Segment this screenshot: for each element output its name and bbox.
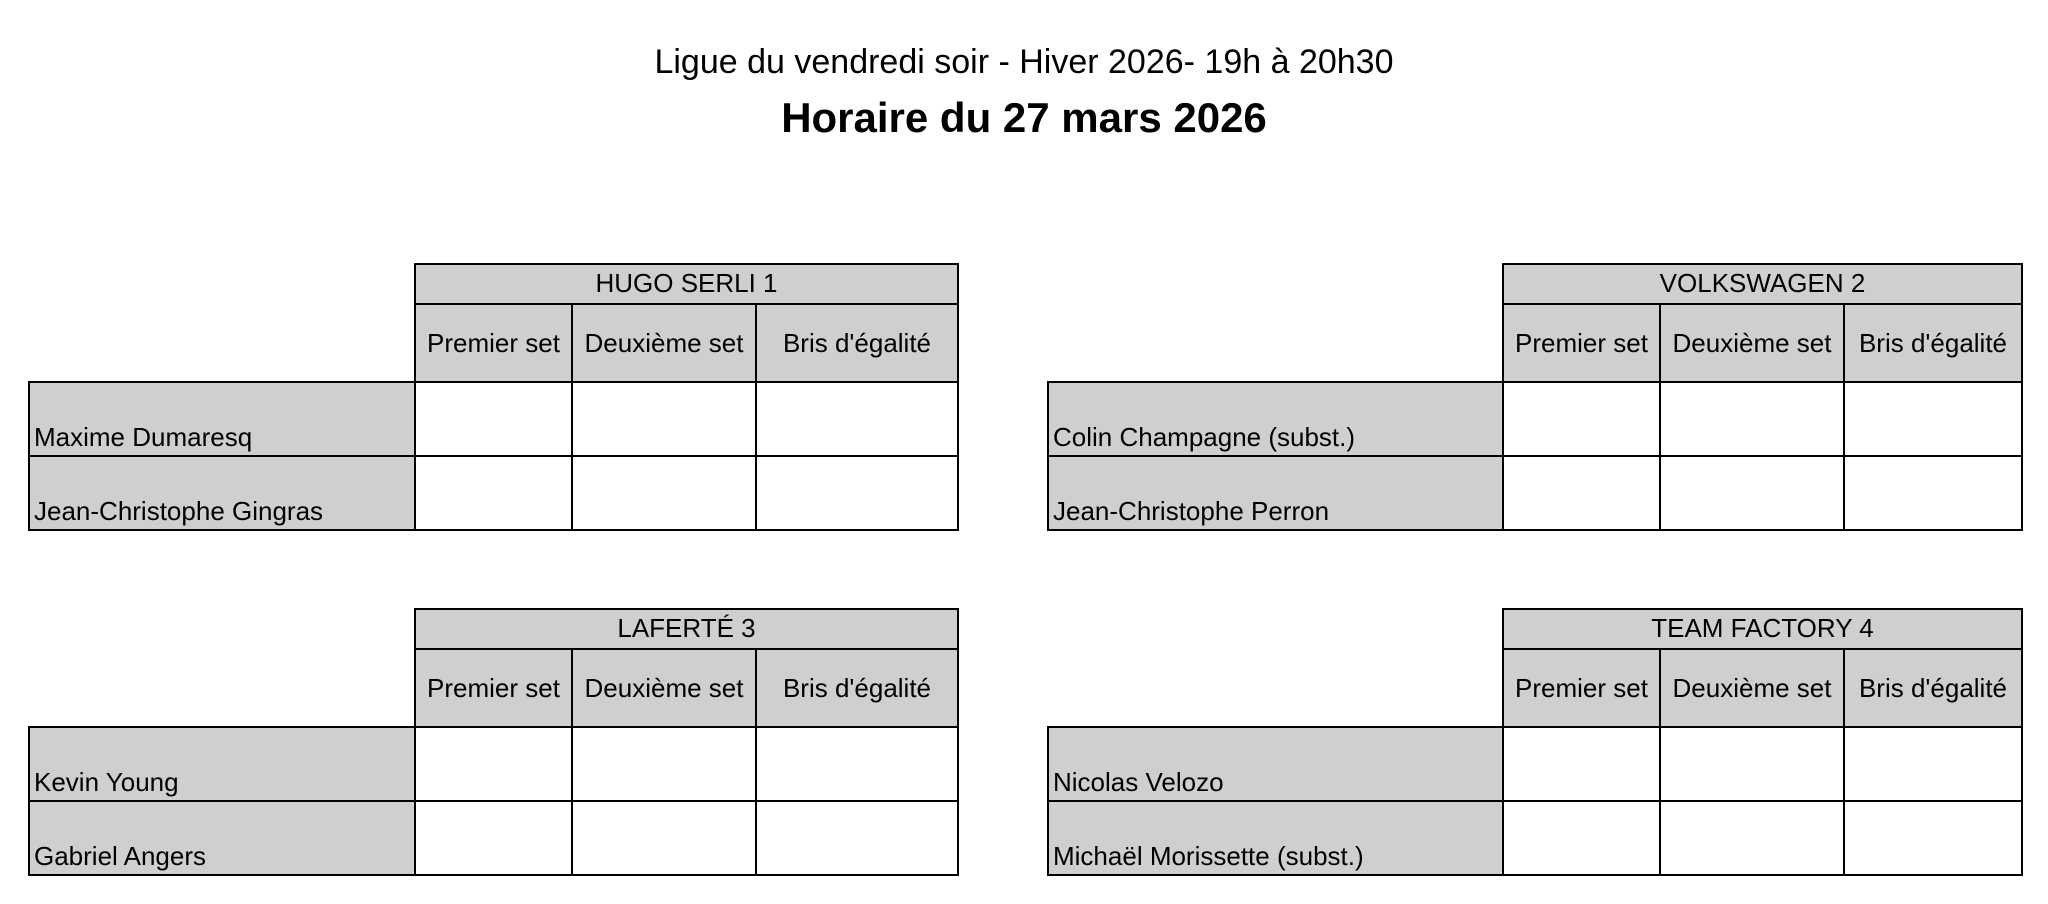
premier-set-header: Premier set xyxy=(414,303,573,383)
score-input[interactable] xyxy=(1502,726,1661,802)
team-name: VOLKSWAGEN 2 xyxy=(1502,263,2023,305)
player-name: Maxime Dumaresq xyxy=(28,381,416,457)
score-input[interactable] xyxy=(755,381,959,457)
premier-set-header: Premier set xyxy=(414,648,573,728)
team-name: LAFERTÉ 3 xyxy=(414,608,959,650)
score-input[interactable] xyxy=(414,800,573,876)
score-input[interactable] xyxy=(414,726,573,802)
score-input[interactable] xyxy=(1843,381,2023,457)
score-input[interactable] xyxy=(571,726,757,802)
score-input[interactable] xyxy=(1502,800,1661,876)
deuxieme-set-header: Deuxième set xyxy=(571,648,757,728)
score-input[interactable] xyxy=(414,455,573,531)
schedule-title: Horaire du 27 mars 2026 xyxy=(781,94,1267,141)
player-name: Kevin Young xyxy=(28,726,416,802)
player-name: Colin Champagne (subst.) xyxy=(1047,381,1504,457)
score-input[interactable] xyxy=(1659,455,1845,531)
bris-egalite-header: Bris d'égalité xyxy=(755,303,959,383)
bris-egalite-header: Bris d'égalité xyxy=(755,648,959,728)
deuxieme-set-header: Deuxième set xyxy=(1659,303,1845,383)
team-name: TEAM FACTORY 4 xyxy=(1502,608,2023,650)
league-subtitle: Ligue du vendredi soir - Hiver 2026- 19h à 20h30 xyxy=(654,43,1394,81)
score-input[interactable] xyxy=(1843,726,2023,802)
bris-egalite-header: Bris d'égalité xyxy=(1843,303,2023,383)
score-input[interactable] xyxy=(755,455,959,531)
score-input[interactable] xyxy=(1659,381,1845,457)
bris-egalite-header: Bris d'égalité xyxy=(1843,648,2023,728)
score-input[interactable] xyxy=(1659,726,1845,802)
player-name: Jean-Christophe Perron xyxy=(1047,455,1504,531)
score-input[interactable] xyxy=(571,455,757,531)
score-input[interactable] xyxy=(571,800,757,876)
player-name: Jean-Christophe Gingras xyxy=(28,455,416,531)
score-input[interactable] xyxy=(414,381,573,457)
score-input[interactable] xyxy=(1502,455,1661,531)
premier-set-header: Premier set xyxy=(1502,648,1661,728)
score-input[interactable] xyxy=(1843,800,2023,876)
deuxieme-set-header: Deuxième set xyxy=(571,303,757,383)
player-name: Gabriel Angers xyxy=(28,800,416,876)
premier-set-header: Premier set xyxy=(1502,303,1661,383)
player-name: Nicolas Velozo xyxy=(1047,726,1504,802)
score-input[interactable] xyxy=(755,800,959,876)
deuxieme-set-header: Deuxième set xyxy=(1659,648,1845,728)
player-name: Michaël Morissette (subst.) xyxy=(1047,800,1504,876)
score-input[interactable] xyxy=(571,381,757,457)
score-input[interactable] xyxy=(1843,455,2023,531)
score-input[interactable] xyxy=(755,726,959,802)
score-input[interactable] xyxy=(1502,381,1661,457)
team-name: HUGO SERLI 1 xyxy=(414,263,959,305)
score-input[interactable] xyxy=(1659,800,1845,876)
